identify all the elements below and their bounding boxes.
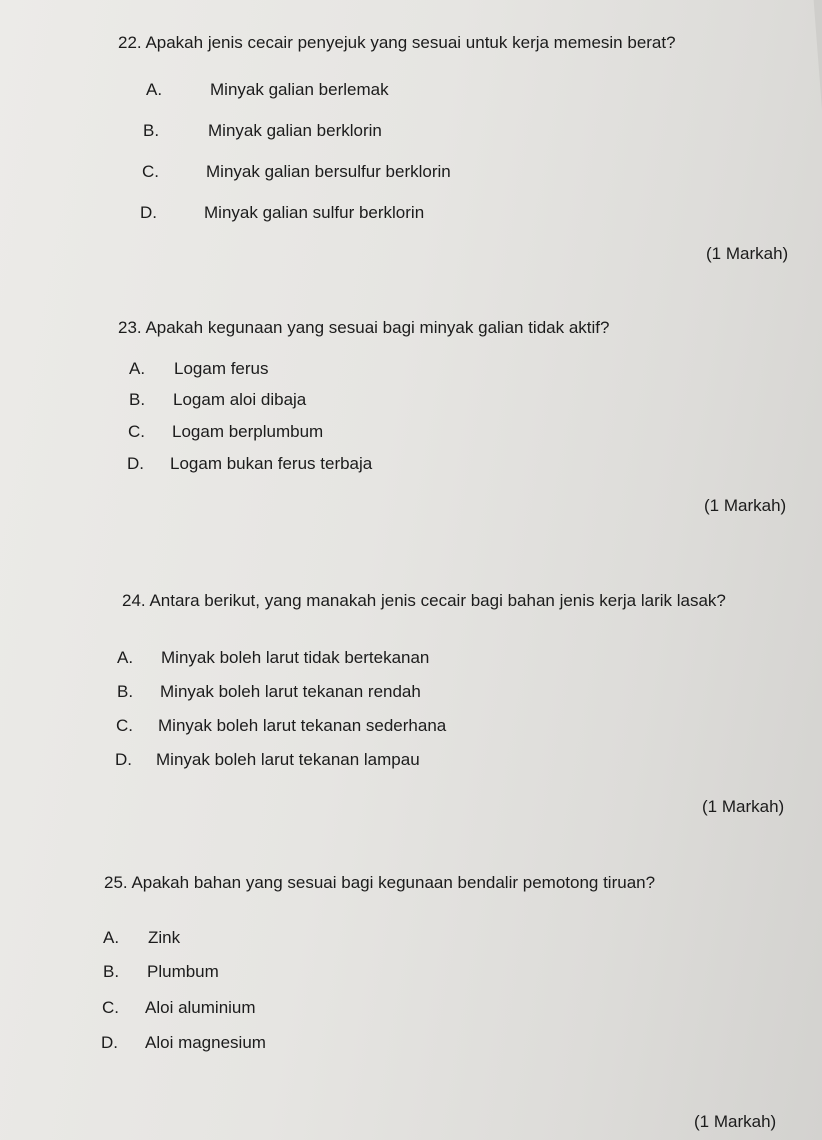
option-letter: C. <box>128 422 145 441</box>
marks-label: (1 Markah) <box>704 496 787 515</box>
page-corner-shadow <box>808 0 822 110</box>
option-letter: D. <box>140 203 157 222</box>
option-text: Minyak boleh larut tidak bertekanan <box>161 648 430 667</box>
option-text: Logam aloi dibaja <box>173 390 307 409</box>
option-text: Minyak galian berlemak <box>210 80 389 99</box>
option-letter: A. <box>117 648 134 667</box>
question-number: 22. <box>118 33 142 52</box>
question-number: 23. <box>118 318 142 337</box>
option-text: Plumbum <box>147 962 219 981</box>
option-text: Aloi magnesium <box>145 1033 266 1052</box>
option-letter: D. <box>127 454 144 473</box>
marks-label: (1 Markah) <box>706 244 789 263</box>
option-letter: A. <box>129 359 146 378</box>
option-letter: C. <box>142 162 159 181</box>
question-number: 24. <box>122 591 146 610</box>
option-text: Logam ferus <box>174 359 269 378</box>
question-text <box>122 591 726 611</box>
question-text <box>118 33 676 53</box>
option-letter: B. <box>143 121 160 140</box>
option-text: Aloi aluminium <box>145 998 256 1017</box>
option-text: Minyak galian berklorin <box>208 121 382 140</box>
marks-label: (1 Markah) <box>694 1112 777 1131</box>
marks-label: (1 Markah) <box>702 797 785 816</box>
option-text: Minyak galian sulfur berklorin <box>204 203 425 222</box>
option-letter: B. <box>117 682 134 701</box>
option-letter: B. <box>103 962 120 981</box>
question-stem: Apakah bahan yang sesuai bagi kegunaan bendalir pemotong tiruan? <box>131 873 656 892</box>
question-stem: Apakah jenis cecair penyejuk yang sesuai untuk kerja memesin berat? <box>145 33 676 52</box>
question-number: 25. <box>104 873 128 892</box>
option-text: Minyak boleh larut tekanan lampau <box>156 750 420 769</box>
option-letter: A. <box>103 928 120 947</box>
option-text: Minyak galian bersulfur berklorin <box>206 162 451 181</box>
option-letter: D. <box>115 750 132 769</box>
question-text <box>118 318 609 338</box>
question-stem: Apakah kegunaan yang sesuai bagi minyak galian tidak aktif? <box>145 318 610 337</box>
option-text: Logam bukan ferus terbaja <box>170 454 373 473</box>
option-letter: C. <box>116 716 133 735</box>
option-letter: C. <box>102 998 119 1017</box>
option-letter: D. <box>101 1033 118 1052</box>
question-stem: Antara berikut, yang manakah jenis cecair bagi bahan jenis kerja larik lasak? <box>149 591 726 610</box>
option-text: Minyak boleh larut tekanan sederhana <box>158 716 447 735</box>
option-text: Logam berplumbum <box>172 422 324 441</box>
option-text: Zink <box>148 928 181 947</box>
question-text <box>104 873 655 893</box>
option-text: Minyak boleh larut tekanan rendah <box>160 682 421 701</box>
option-letter: B. <box>129 390 146 409</box>
option-letter: A. <box>146 80 163 99</box>
